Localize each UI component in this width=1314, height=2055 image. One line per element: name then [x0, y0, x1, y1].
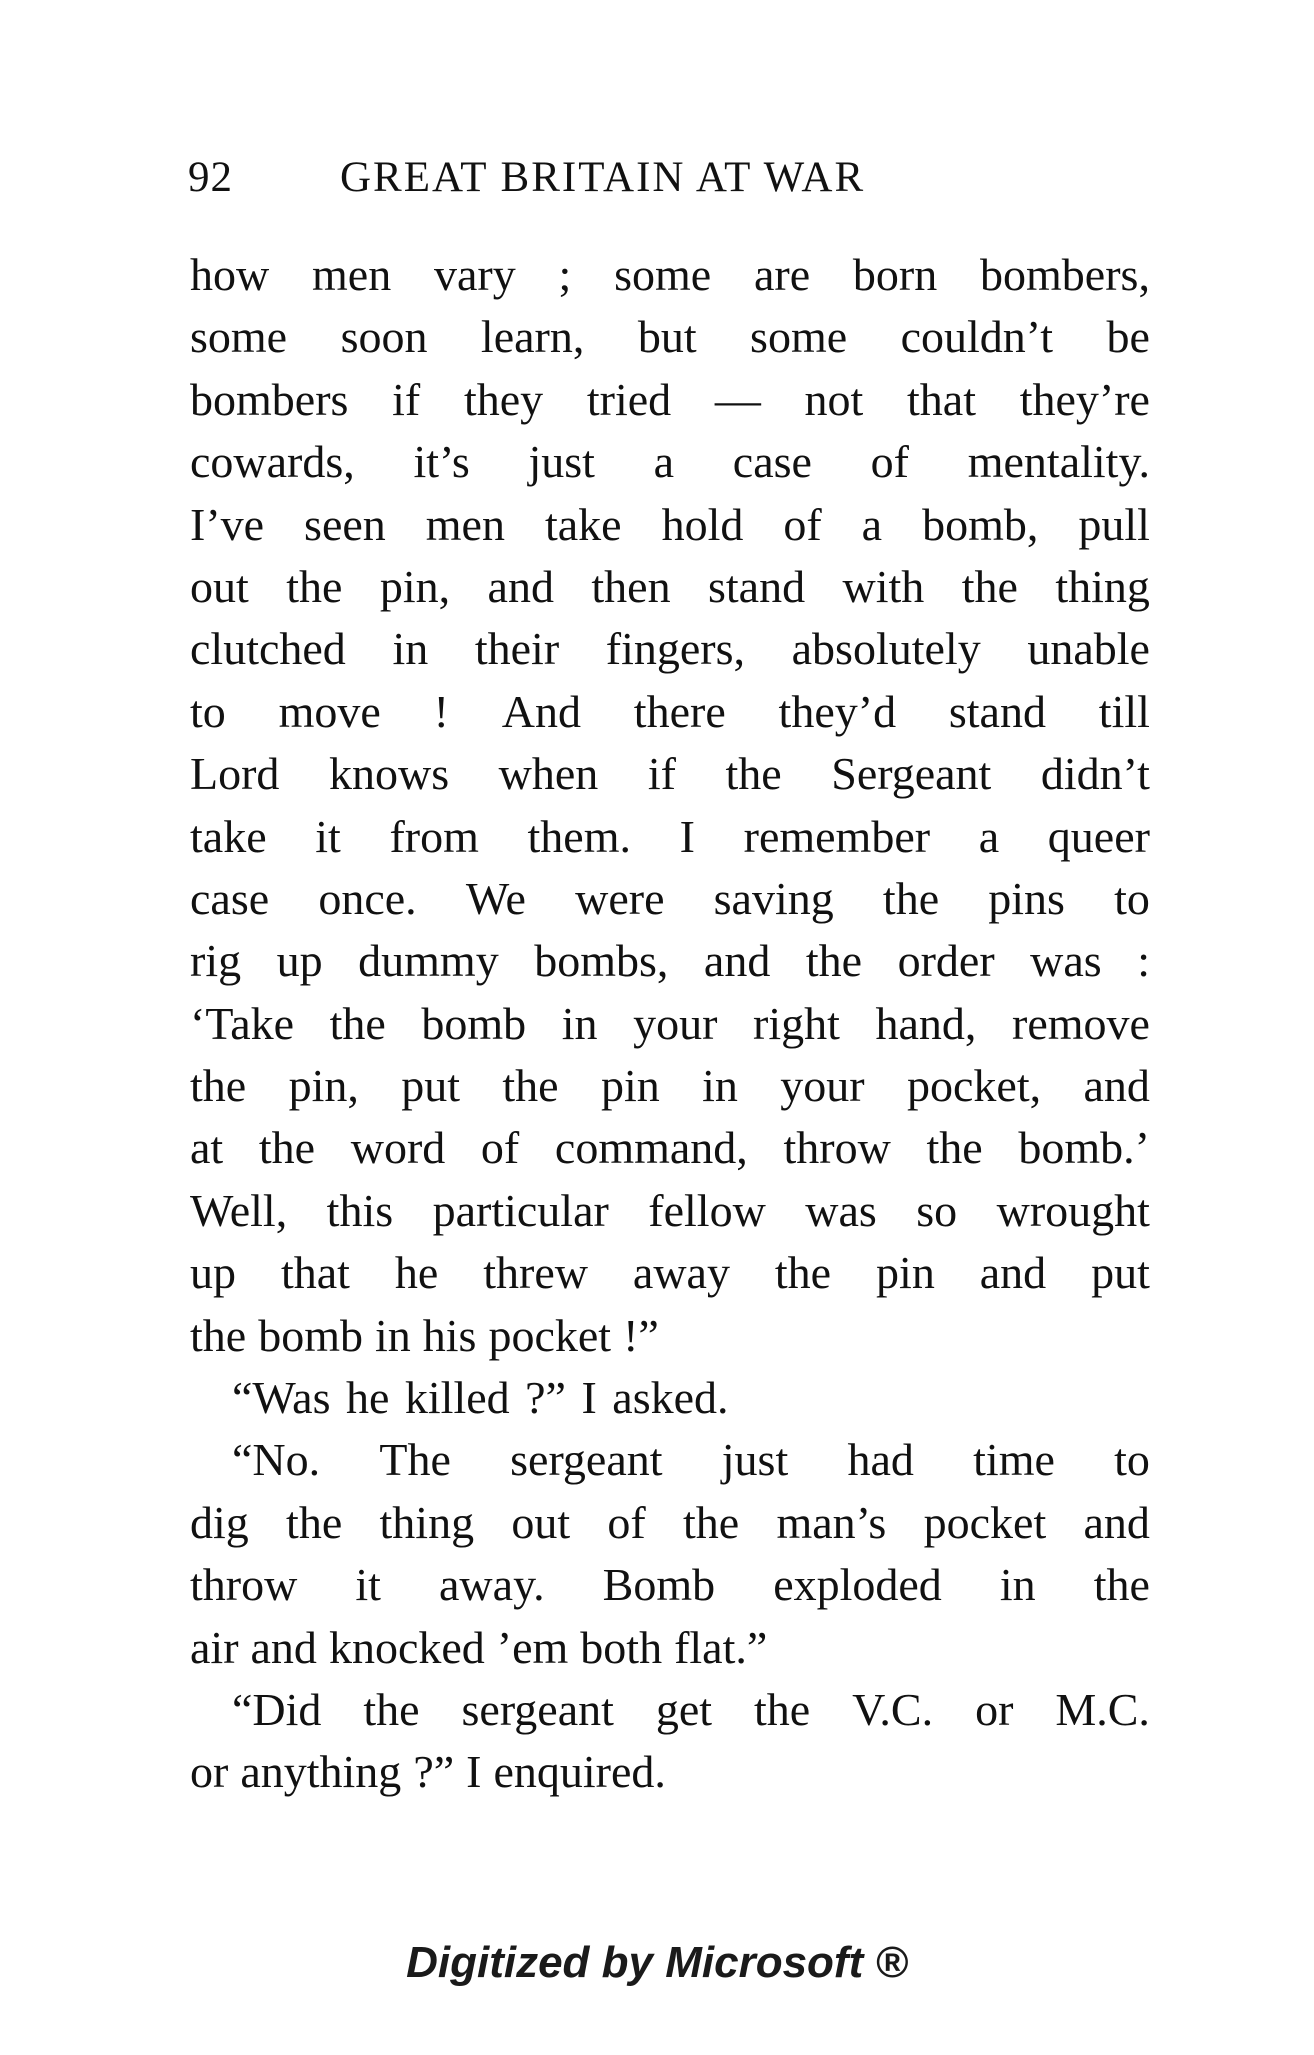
word: and: [703, 935, 771, 987]
word: they’re: [1019, 373, 1150, 425]
word: :: [1137, 935, 1150, 987]
word: at: [190, 1122, 224, 1174]
word: it’s: [413, 436, 470, 488]
word: pull: [1078, 498, 1150, 550]
text-line: [190, 1305, 1150, 1367]
word: man’s: [776, 1496, 887, 1548]
word: I: [679, 810, 695, 862]
word: both: [580, 1621, 663, 1673]
word: throw: [190, 1559, 298, 1611]
text-line: “Was he killed ?” I asked.: [232, 1372, 729, 1424]
word: a: [861, 498, 883, 550]
page-number: 92: [188, 154, 233, 201]
word: particular: [432, 1184, 609, 1236]
word: their: [474, 623, 560, 675]
word: up: [190, 1247, 236, 1299]
word: knocked: [328, 1621, 485, 1673]
text-line: [190, 1554, 1150, 1616]
word: that: [907, 373, 977, 425]
word: bomb: [258, 1309, 363, 1361]
word: the: [961, 560, 1018, 612]
text-line: [190, 1242, 1150, 1304]
word: bomb.’: [1018, 1122, 1150, 1174]
word: !: [433, 685, 449, 737]
word: the: [774, 1247, 832, 1299]
word: with: [842, 560, 925, 612]
word: of: [870, 436, 909, 488]
word: away: [632, 1247, 730, 1299]
text-line: [190, 556, 1150, 618]
word: Lord: [190, 748, 280, 800]
word: saving: [713, 872, 834, 924]
word: so: [916, 1184, 958, 1236]
word: couldn’t: [900, 311, 1054, 363]
word: The: [379, 1434, 451, 1486]
word: men: [425, 498, 505, 550]
word: unable: [1027, 623, 1150, 675]
word: in: [702, 1060, 738, 1112]
word: absolutely: [791, 623, 981, 675]
text-line: [190, 1055, 1150, 1117]
text-line: [190, 1617, 1150, 1679]
word: was: [805, 1184, 877, 1236]
word: but: [637, 311, 697, 363]
word: not: [804, 373, 864, 425]
running-title: GREAT BRITAIN AT WAR: [340, 154, 866, 201]
word: take: [544, 498, 622, 550]
word: ’em: [496, 1621, 569, 1673]
word: thing: [1055, 560, 1150, 612]
word: vary: [434, 249, 516, 300]
word: command,: [554, 1122, 748, 1174]
word: the: [682, 1496, 740, 1548]
word: —: [714, 373, 761, 425]
text-line: [190, 369, 1150, 431]
word: pocket: [488, 1309, 612, 1361]
word: had: [847, 1434, 914, 1486]
text-line: [190, 1679, 1150, 1741]
word: pins: [988, 872, 1065, 924]
text-line: [190, 993, 1150, 1055]
word: I: [466, 1746, 482, 1798]
word: mentality.: [967, 436, 1150, 488]
text-line: [190, 806, 1150, 868]
word: in: [374, 1309, 411, 1361]
word: right: [753, 997, 840, 1049]
word: sergeant: [461, 1683, 614, 1735]
word: We: [465, 872, 526, 924]
text-line: [190, 868, 1150, 930]
word: in: [999, 1559, 1036, 1611]
text-line: [190, 681, 1150, 743]
word: to: [1114, 1434, 1150, 1486]
word: And: [501, 685, 581, 737]
word: if: [647, 748, 676, 800]
word: “Did: [232, 1683, 322, 1735]
word: them.: [527, 810, 632, 862]
word: seen: [304, 498, 386, 550]
word: exploded: [773, 1559, 942, 1611]
word: the: [882, 872, 940, 924]
word: fingers,: [605, 623, 746, 675]
word: the: [502, 1060, 559, 1112]
word: threw: [483, 1247, 588, 1299]
text-line: [190, 494, 1150, 556]
word: some: [614, 249, 712, 300]
word: away.: [439, 1559, 545, 1611]
word: some: [750, 311, 848, 363]
text-line: [190, 743, 1150, 805]
word: once.: [318, 872, 417, 924]
digitization-watermark: Digitized by Microsoft ®: [406, 1938, 908, 1987]
word: the: [1093, 1559, 1150, 1611]
text-line: [190, 1741, 1150, 1803]
word: cowards,: [190, 436, 355, 488]
text-line: [190, 306, 1150, 368]
word: when: [498, 748, 599, 800]
word: and: [1083, 1060, 1150, 1112]
text-line: [190, 618, 1150, 680]
word: case: [190, 872, 270, 924]
word: there: [633, 685, 726, 737]
word: stand: [708, 560, 806, 612]
word: be: [1106, 311, 1150, 363]
word: throw: [783, 1122, 891, 1174]
word: wrought: [996, 1184, 1150, 1236]
word: clutched: [190, 623, 346, 675]
word: move: [278, 685, 381, 737]
text-line: [190, 1429, 1150, 1491]
word: pocket,: [906, 1060, 1042, 1112]
word: that: [280, 1247, 350, 1299]
word: or: [975, 1683, 1014, 1735]
word: pocket: [923, 1496, 1047, 1548]
word: learn,: [480, 311, 585, 363]
word: your: [780, 1060, 865, 1112]
word: born: [852, 249, 938, 300]
word: up: [276, 935, 323, 987]
word: and: [487, 560, 554, 612]
word: air: [190, 1621, 239, 1673]
word: to: [1114, 872, 1150, 924]
word: out: [511, 1496, 571, 1548]
word: sergeant: [510, 1434, 663, 1486]
word: rig: [190, 935, 242, 987]
word: pin: [876, 1247, 935, 1299]
word: they’d: [778, 685, 897, 737]
word: Well,: [190, 1184, 288, 1236]
word: flat.”: [674, 1621, 768, 1673]
word: his: [422, 1309, 477, 1361]
word: were: [575, 872, 665, 924]
word: if: [392, 373, 421, 425]
word: then: [591, 560, 671, 612]
word: remove: [1012, 997, 1150, 1049]
word: Bomb: [602, 1559, 716, 1611]
word: !”: [623, 1309, 659, 1361]
word: a: [653, 436, 675, 488]
word: just: [528, 436, 595, 488]
word: bomb,: [922, 498, 1039, 550]
word: in: [561, 997, 598, 1049]
word: order: [897, 935, 995, 987]
word: your: [633, 997, 718, 1049]
word: dummy: [358, 935, 499, 987]
word: enquired.: [493, 1746, 666, 1798]
word: was: [1030, 935, 1102, 987]
word: ;: [558, 249, 572, 300]
word: bombers,: [980, 249, 1150, 300]
word: and: [250, 1621, 317, 1673]
word: of: [783, 498, 822, 550]
word: time: [973, 1434, 1055, 1486]
word: in: [392, 623, 429, 675]
text-line: [190, 1117, 1150, 1179]
word: the: [286, 1496, 343, 1548]
word: anything: [240, 1746, 402, 1798]
word: thing: [379, 1496, 475, 1548]
word: till: [1098, 685, 1150, 737]
word: didn’t: [1040, 748, 1150, 800]
word: the: [754, 1683, 811, 1735]
word: bombs,: [534, 935, 669, 987]
text-line: [190, 1180, 1150, 1242]
text-line: [190, 1492, 1150, 1554]
word: he: [394, 1247, 439, 1299]
word: Sergeant: [831, 748, 992, 800]
word: tried: [586, 373, 672, 425]
word: this: [326, 1184, 394, 1236]
word: take: [190, 810, 267, 862]
text-line: [190, 244, 1150, 306]
word: pin: [600, 1060, 660, 1112]
word: a: [978, 810, 1000, 862]
word: bombers: [190, 373, 349, 425]
word: they: [463, 373, 544, 425]
word: of: [480, 1122, 520, 1174]
word: stand: [948, 685, 1046, 737]
word: some: [190, 311, 288, 363]
word: the: [725, 748, 782, 800]
word: ‘Take: [190, 997, 295, 1049]
word: from: [389, 810, 479, 862]
word: “No.: [232, 1434, 321, 1486]
word: word: [350, 1122, 446, 1174]
word: bomb: [421, 997, 527, 1049]
word: I’ve: [190, 498, 265, 550]
word: queer: [1047, 810, 1150, 862]
word: pin,: [379, 560, 451, 612]
word: ?”: [413, 1746, 455, 1798]
word: V.C.: [852, 1683, 934, 1735]
page-header: [188, 148, 1148, 208]
word: of: [607, 1496, 646, 1548]
word: put: [401, 1060, 461, 1112]
word: the: [258, 1122, 316, 1174]
body-text: [190, 244, 1150, 1804]
word: the: [363, 1683, 420, 1735]
word: dig: [190, 1496, 249, 1548]
word: are: [753, 249, 811, 300]
word: hold: [661, 498, 744, 550]
word: get: [655, 1683, 713, 1735]
word: case: [732, 436, 812, 488]
word: and: [1083, 1496, 1150, 1548]
word: the: [926, 1122, 983, 1174]
word: the: [190, 1060, 247, 1112]
word: hand,: [875, 997, 977, 1049]
word: the: [286, 560, 343, 612]
word: men: [312, 249, 392, 300]
word: pin,: [288, 1060, 359, 1112]
word: how: [190, 249, 270, 300]
word: M.C.: [1055, 1683, 1150, 1735]
word: it: [315, 810, 341, 862]
word: to: [190, 685, 226, 737]
word: soon: [340, 311, 428, 363]
word: and: [979, 1247, 1047, 1299]
text-line: [190, 431, 1150, 493]
word: remember: [743, 810, 931, 862]
word: or: [190, 1746, 229, 1798]
text-line: [190, 930, 1150, 992]
word: the: [805, 935, 863, 987]
word: knows: [328, 748, 450, 800]
word: put: [1091, 1247, 1150, 1299]
word: just: [721, 1434, 789, 1486]
word: fellow: [648, 1184, 766, 1236]
word: out: [190, 560, 249, 612]
word: it: [355, 1559, 381, 1611]
word: the: [329, 997, 386, 1049]
word: the: [190, 1309, 247, 1361]
